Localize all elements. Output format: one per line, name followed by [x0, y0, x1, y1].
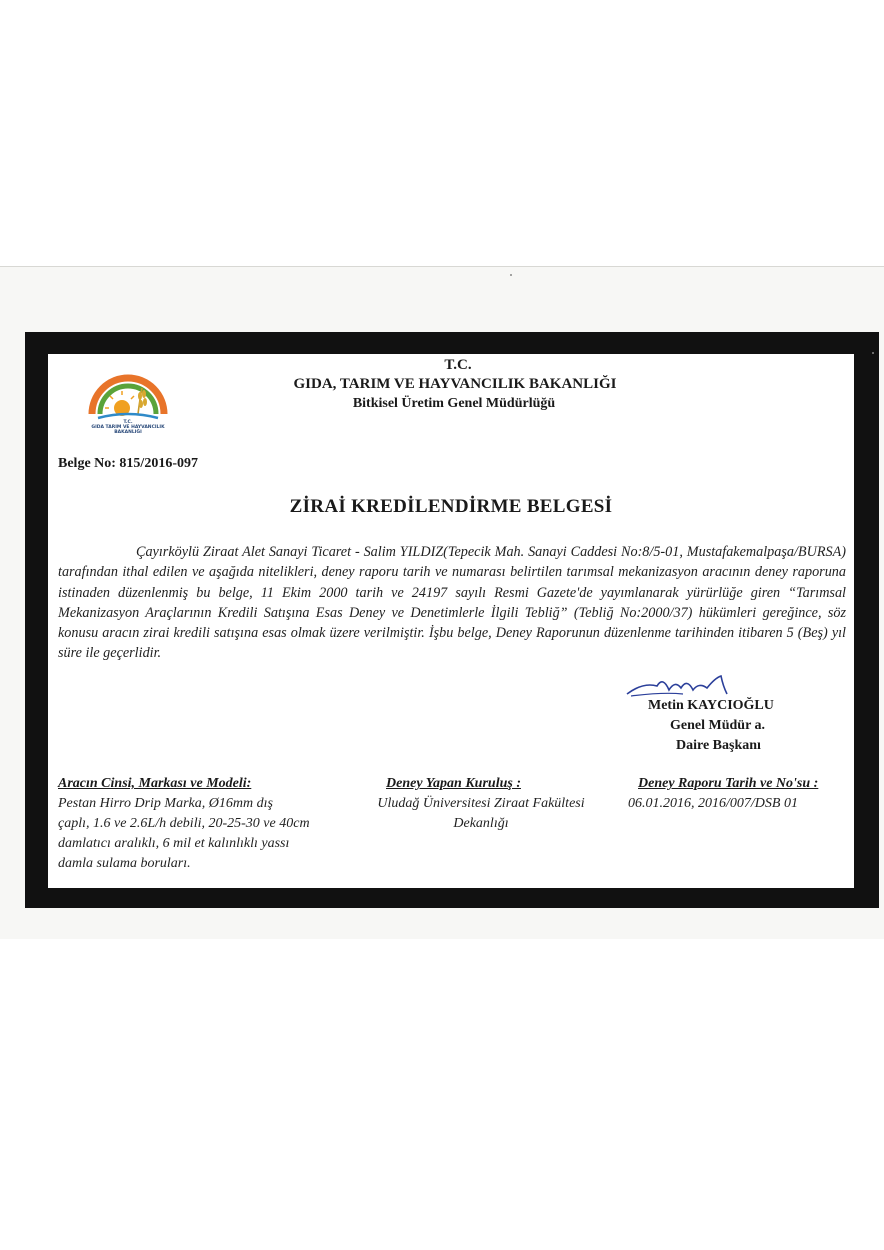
certificate — [48, 354, 854, 888]
scan-speck — [872, 352, 874, 354]
document-number: Belge No: 815/2016-097 — [58, 456, 198, 471]
header-ministry: GIDA, TARIM VE HAYVANCILIK BAKANLIĞI — [293, 376, 617, 392]
test-report-heading: Deney Raporu Tarih ve No'su : — [638, 776, 819, 791]
logo-line-2: GIDA TARIM VE HAYVANCILIK — [91, 425, 165, 430]
testing-institution — [356, 794, 606, 834]
signer-title-1: Genel Müdür a. — [670, 718, 766, 733]
vehicle-line: çaplı, 1.6 ve 2.6L/h debili, 20-25-30 ve 40cm — [58, 816, 310, 831]
signer-name: Metin KAYCIOĞLU — [648, 698, 774, 713]
vehicle-line: Pestan Hirro Drip Marka, Ø16mm dış — [58, 796, 273, 811]
logo-line-3: BAKANLIĞI — [114, 430, 142, 435]
vehicle-heading: Aracın Cinsi, Markası ve Modeli: — [58, 776, 252, 791]
institution-line: Dekanlığı — [453, 816, 509, 831]
vehicle-line: damla sulama boruları. — [58, 856, 191, 871]
vehicle-line: damlatıcı aralıklı, 6 mil et kalınlıklı yassı — [58, 836, 290, 851]
logo-line-1: T.C. — [123, 420, 133, 425]
header-directorate: Bitkisel Üretim Genel Müdürlüğü — [352, 396, 556, 411]
testing-institution-heading: Deney Yapan Kuruluş : — [386, 776, 521, 791]
institution-line: Uludağ Üniversitesi Ziraat Fakültesi — [377, 796, 585, 811]
scan-speck — [510, 274, 512, 276]
signer-title-2: Daire Başkanı — [676, 738, 761, 753]
header-tc: T.C. — [444, 357, 472, 373]
body-paragraph: Çayırköylü Ziraat Alet Sanayi Ticaret - Salim YILDIZ(Tepecik Mah. Sanayi Caddesi No:8/5-01, Mustafakemalpaşa/BURSA) tarafından ithal edilen ve aşağıda nitelikleri, deney raporu tarih ve numarası belirtilen tarımsal mekanizasyon aracının deney raporuna istinaden düzenlenmiş bu belge, 11 Ekim 2000 tarih ve 24197 sayılı Resmi Gazete'de yayımlanarak yürürlüğe giren “Tarımsal Mekanizasyon Araçlarının Kredili Satışına Esas Deney ve Denetimlerle İlgili Tebliğ” (Tebliğ No:2000/37) hükümleri gereğince, söz konusu aracın zirai kredili satışına esas olmak üzere verilmiştir. İşbu belge, Deney Raporunun düzenlenme tarihinden itibaren 5 (Beş) yıl süre ile geçerlidir. — [58, 544, 846, 662]
document-title: ZİRAİ KREDİLENDİRME BELGESİ — [289, 496, 613, 517]
signer-block — [648, 696, 774, 756]
test-report — [628, 794, 848, 814]
header — [48, 356, 854, 413]
vehicle-description — [58, 794, 358, 874]
report-date-number: 06.01.2016, 2016/007/DSB 01 — [628, 796, 798, 811]
